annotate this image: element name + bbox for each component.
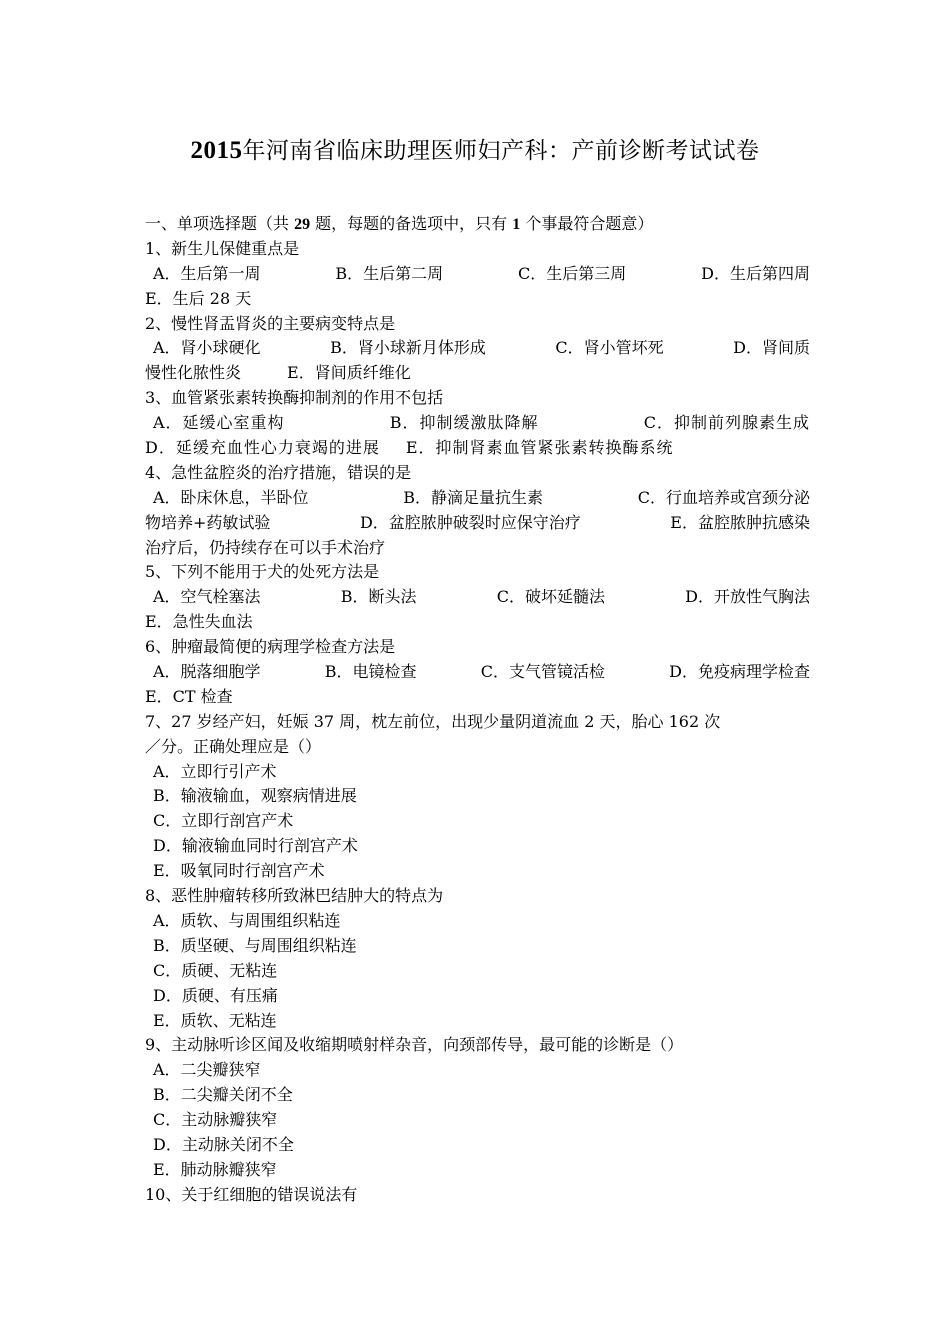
q6-option-e: E．CT 检查: [145, 686, 233, 706]
q2-option-e: E．肾间质纤维化: [287, 363, 411, 383]
q9-option-c: C．主动脉瓣狭窄: [153, 1110, 278, 1130]
q8-option-c: C．质硬、无粘连: [153, 960, 278, 980]
question-2-stem: 2、慢性肾盂肾炎的主要病变特点是: [145, 313, 396, 333]
q8-option-d: D．质硬、有压痛: [153, 985, 278, 1005]
section-heading: [145, 212, 810, 237]
question-7-stem-cont: ／分。正确处理应是（）: [145, 736, 322, 756]
q5-option-c: C．破坏延髓法: [496, 587, 605, 607]
q1-option-c: C．生后第三周: [518, 263, 627, 283]
q8-option-a: A．质软、与周围组织粘连: [153, 910, 341, 930]
q6-option-c: C．支气管镜活检: [480, 662, 605, 682]
exam-content: [145, 212, 810, 1208]
q3-option-a: A．延缓心室重构: [153, 413, 285, 433]
title-text: 年河南省临床助理医师妇产科：产前诊断考试试卷: [242, 138, 760, 164]
q2-option-a: A．肾小球硬化: [153, 338, 261, 358]
q2-option-b: B．肾小球新月体形成: [330, 338, 486, 358]
question-8-stem: 8、恶性肿瘤转移所致淋巴结肿大的特点为: [145, 886, 444, 906]
q1-option-e: E．生后 28 天: [145, 288, 252, 308]
q2-option-d-cont: 慢性化脓性炎: [145, 363, 242, 383]
q9-option-b: B．二尖瓣关闭不全: [153, 1085, 293, 1105]
question-4-options-cont: [145, 511, 810, 536]
q3-option-b: B．抑制缓激肽降解: [389, 413, 539, 433]
q3-option-d: D．延缓充血性心力衰竭的进展: [145, 438, 380, 458]
question-4-stem: 4、急性盆腔炎的治疗措施，错误的是: [145, 462, 412, 482]
q3-option-c: C．抑制前列腺素生成: [643, 413, 810, 433]
q7-option-a: A．立即行引产术: [153, 761, 277, 781]
q4-option-e: E．盆腔脓肿抗感染: [670, 512, 810, 532]
q5-option-d: D．开放性气胸法: [685, 587, 810, 607]
q9-option-e: E．肺动脉瓣狭窄: [153, 1159, 277, 1179]
q9-option-a: A．二尖瓣狭窄: [153, 1060, 261, 1080]
q2-option-d: D．肾间质: [733, 338, 810, 358]
q1-option-b: B．生后第二周: [335, 263, 444, 283]
q4-option-a: A．卧床休息，半卧位: [153, 487, 309, 507]
q6-option-d: D．免疫病理学检查: [669, 662, 810, 682]
page-title: [0, 134, 950, 168]
question-9-stem: 9、主动脉听诊区闻及收缩期喷射样杂音，向颈部传导，最可能的诊断是（）: [145, 1035, 684, 1055]
question-3-options-cont: [145, 436, 810, 461]
q7-option-d: D．输液输血同时行剖宫产术: [153, 836, 358, 856]
q2-option-c: C．肾小管坏死: [555, 338, 664, 358]
section-middle: 题，每题的备选项中，只有: [310, 214, 513, 233]
q1-option-a: A．生后第一周: [153, 263, 261, 283]
section-suffix: 个事最符合题意）: [520, 214, 654, 233]
question-5-options: [145, 585, 810, 610]
question-5-stem: 5、下列不能用于犬的处死方法是: [145, 562, 380, 582]
q1-option-d: D．生后第四周: [701, 263, 810, 283]
question-2-options: [145, 336, 810, 361]
q4-option-c-cont: 物培养+药敏试验: [145, 512, 271, 532]
q3-option-e: E．抑制肾素血管紧张素转换酶系统: [405, 438, 674, 458]
section-count: 29: [294, 216, 311, 233]
question-10-stem: 10、关于红细胞的错误说法有: [145, 1184, 358, 1204]
question-3-options: [145, 411, 810, 436]
q4-option-e-cont: 治疗后，仍持续存在可以手术治疗: [145, 537, 386, 557]
q9-option-d: D．主动脉关闭不全: [153, 1134, 294, 1154]
question-3-stem: 3、血管紧张素转换酶抑制剂的作用不包括: [145, 388, 444, 408]
question-7-stem: 7、27 岁经产妇，妊娠 37 周，枕左前位，出现少量阴道流血 2 天，胎心 162 次: [145, 711, 721, 731]
q7-option-c: C．立即行剖宫产术: [153, 811, 294, 831]
question-6-options: [145, 660, 810, 685]
question-6-stem: 6、肿瘤最简便的病理学检查方法是: [145, 637, 396, 657]
q4-option-b: B．静滴足量抗生素: [403, 487, 544, 507]
q5-option-a: A．空气栓塞法: [153, 587, 261, 607]
title-year: 2015: [190, 137, 243, 164]
section-prefix: 一、单项选择题（共: [145, 214, 295, 233]
q7-option-b: B．输液输血，观察病情进展: [153, 786, 357, 806]
q6-option-b: B．电镜检查: [324, 662, 417, 682]
q4-option-d: D．盆腔脓肿破裂时应保守治疗: [359, 512, 581, 532]
question-1-options: [145, 262, 810, 287]
q7-option-e: E．吸氧同时行剖宫产术: [153, 861, 325, 881]
q8-option-e: E．质软、无粘连: [153, 1010, 277, 1030]
question-4-options: [145, 486, 810, 511]
question-1-stem: 1、新生儿保健重点是: [145, 238, 300, 258]
section-one: 1: [512, 216, 521, 233]
q6-option-a: A．脱落细胞学: [153, 662, 261, 682]
question-2-options-cont: [145, 361, 810, 386]
q5-option-b: B．断头法: [340, 587, 417, 607]
q4-option-c: C．行血培养或宫颈分泌: [637, 487, 810, 507]
q8-option-b: B．质坚硬、与周围组织粘连: [153, 935, 357, 955]
q5-option-e: E．急性失血法: [145, 612, 253, 632]
